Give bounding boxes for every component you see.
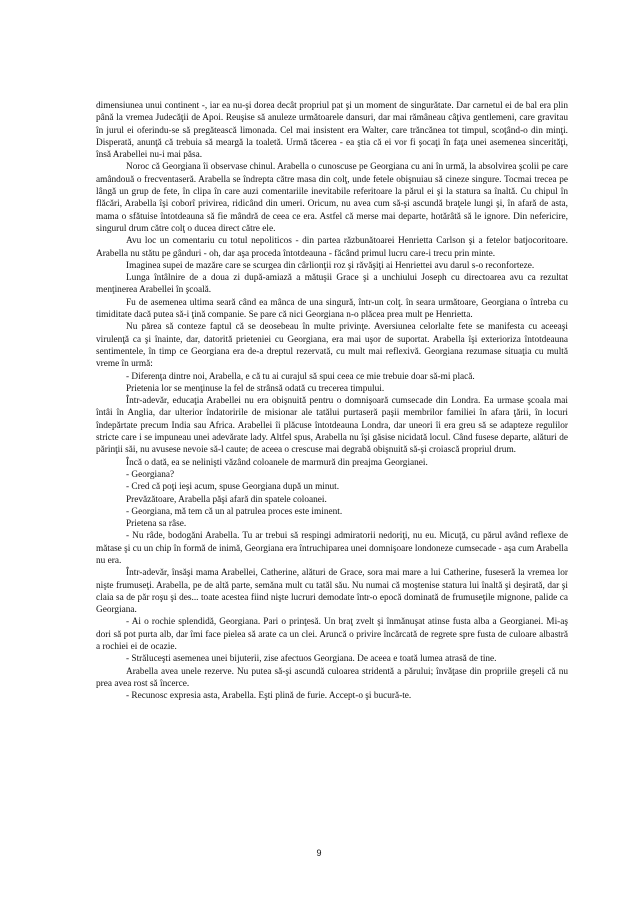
paragraph: - Georgiana, mă tem că un al patrulea proces este iminent. xyxy=(126,506,343,517)
paragraph: Noroc că Georgiana îi observase chinul. Arabella o cunoscuse pe Georgiana cu ani în urmă, la absolvirea şcolii pe care amândouă o frecventaseră. Arabella se îndrepta către masa din colţ, unde fetele obişnuiau să cineze singure. Tocmai trecea pe lângă un grup de fete, în clipa în care auzi comentariile inevitabile referitoare la părul ei şi la statura sa înaltă. Cu chipul în flăcări, Arabella îşi coborî privirea, ridicând din umeri. Oricum, nu avea cum să-şi ascundă braţele lungi şi, în afară de asta, mama o sfătuise întotdeauna să fie mândră de ceea ce era. Astfel că merse mai departe, hotărâtă să le ignore. Din nefericire, singurul drum către colţ o ducea direct către ele. xyxy=(96,162,568,234)
paragraph: - Diferenţa dintre noi, Arabella, e că tu ai curajul să spui ceea ce mie trebuie doar să-mi placă. xyxy=(126,371,475,382)
paragraph: Avu loc un comentariu cu totul nepoliticos - din partea răzbunătoarei Henrietta Carlson şi a fetelor batjocoritoare. Arabella nu stătu pe gânduri - oh, dar aşa proceda întotdeauna - făcând primul lucru care-i trecu prin minte. xyxy=(96,236,568,259)
paragraph: Într-adevăr, însăşi mama Arabellei, Catherine, alături de Grace, sora mai mare a lui Catherine, fuseseră la vremea lor nişte frumuseţi. Arabella, pe de altă parte, semăna mult cu tatăl său. Nu numai că moştenise statura lui înaltă şi deşirată, dar şi claia sa de păr roşu şi des... toate acestea fiind nişte lucruri demodate într-o epocă dominată de frumuseţile mignone, palide ca Georgiana. xyxy=(96,568,568,616)
paragraph: Lunga întâlnire de a doua zi după-amiază a mătuşii Grace şi a unchiului Joseph cu directoarea avu ca rezultat menţinerea Arabellei în şcoală. xyxy=(96,273,568,296)
paragraph: - Străluceşti asemenea unei bijuterii, zise afectuos Georgiana. De aceea e toată lumea atrasă de tine. xyxy=(126,654,497,665)
paragraph: Prietenia lor se menţinuse la fel de strânsă odată cu trecerea timpului. xyxy=(126,383,385,394)
body-text xyxy=(96,100,568,703)
paragraph: - Georgiana? xyxy=(126,469,175,480)
paragraph: dimensiunea unui continent -, iar ea nu-şi dorea decât propriul pat şi un moment de singurătate. Dar carnetul ei de bal era plin până la vremea Judecăţii de Apoi. Reuşise să anuleze următoarele dansuri, dar mai rămâneau câţiva gentlemeni, care gravitau în jurul ei oferindu-se să pregătească limonada. Cel mai insistent era Walter, care trăncănea tot timpul, scoţând-o din minţi. Disperată, anunţă că trebuia să meargă la toaletă. Urmă tăcerea - ea ştia că ei vor fi şocaţi în faţa unei asemenea sincerităţi, însă Arabellei nu-i mai păsa. xyxy=(96,101,568,161)
paragraph: Într-adevăr, educaţia Arabellei nu era obişnuită pentru o domnişoară cumsecade din Londra. Ea urmase şcoala mai întâi în Anglia, dar ulterior îndatoririle de misionar ale tatălui purtaseră paşii membrilor familiei în afara ţării, în locuri îndepărtate precum India sau Africa. Arabellei îi plăcuse întotdeauna Londra, dar uneori îi era greu să se adapteze regulilor stricte care i se impuneau unei adevărate lady. Altfel spus, Arabella nu îşi găsise nicidată locul. Când fusese departe, alături de părinţii săi, nu avusese nevoie să-l caute; de aceea o crescuse mai degrabă obişnuită să-şi croiască propriul drum. xyxy=(96,396,568,456)
paragraph: - Ai o rochie splendidă, Georgiana. Pari o prinţesă. Un braţ zvelt şi înmănuşat atinse fusta alba a Georgianei. Mi-aş dori să pot purta alb, dar îmi face pielea să arate ca un clei. Aruncă o privire încărcată de regrete spre fusta de culoare albastră a rochiei ei de ocazie. xyxy=(96,617,568,653)
paragraph: Fu de asemenea ultima seară când ea mânca de una singură, într-un colţ. în seara următoare, Georgiana o întreba cu timiditate dacă putea să-i ţină companie. Se pare că nici Georgiana n-o plăcea prea mult pe Henrietta. xyxy=(96,297,568,321)
paragraph: Nu părea să conteze faptul că se deosebeau în multe privinţe. Aversiunea celorlalte fete se manifesta cu aceeaşi virulenţă ca şi înainte, dar, datorită prieteniei cu Georgiana, era mai uşor de suportat. Arabella îşi exterioriza întotdeauna sentimentele, în timp ce Georgiana era de-a dreptul rezervată, cu mult mai reflexivă. Georgiana rezumase situaţia cu multă vreme în urmă: xyxy=(96,322,568,370)
paragraph: Arabella avea unele rezerve. Nu putea să-şi ascundă culoarea stridentă a părului; învăţase din propriile greşeli că nu prea avea rost să încerce. xyxy=(96,666,568,689)
page-number: 9 xyxy=(316,848,322,858)
paragraph: - Recunosc expresia asta, Arabella. Eşti plină de furie. Accept-o şi bucură-te. xyxy=(126,691,412,702)
paragraph: - Nu râde, bodogăni Arabella. Tu ar trebui să respingi admiratorii nedoriţi, nu eu. Micuţă, cu părul având reflexe de mătase şi cu un chip în formă de inimă, Georgiana era întruchiparea unei domnişoare londoneze cumsecade - aşa cum Arabella nu era. xyxy=(96,531,568,566)
paragraph: - Cred că poţi ieşi acum, spuse Georgiana după un minut. xyxy=(126,482,340,493)
paragraph: Prietena sa râse. xyxy=(126,519,187,530)
paragraph: Încă o dată, ea se nelinişti văzând coloanele de marmură din preajma Georgianei. xyxy=(126,457,428,468)
paragraph: Prevăzătoare, Arabella păşi afară din spatele coloanei. xyxy=(126,494,327,505)
paragraph: Imaginea supei de mazăre care se scurgea din cârlionţii roz şi răvăşiţi ai Henriettei avu darul s-o reconforteze. xyxy=(126,260,535,271)
